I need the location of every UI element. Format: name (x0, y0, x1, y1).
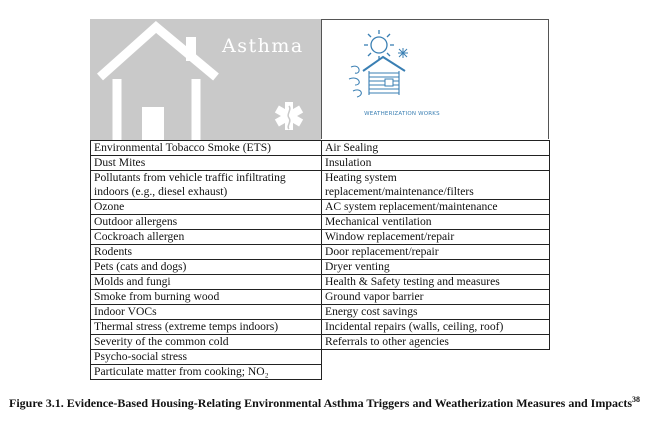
table-cell: Insulation (322, 156, 550, 171)
table-row (322, 305, 550, 320)
weatherization-logo-icon (347, 23, 417, 108)
table-cell: Environmental Tobacco Smoke (ETS) (91, 141, 322, 156)
table-row (322, 171, 550, 186)
table-row (322, 335, 550, 350)
asthma-title: Asthma (222, 35, 304, 57)
figure-caption (0, 396, 649, 411)
table-row (322, 320, 550, 335)
table-row (91, 171, 322, 186)
table-row (322, 215, 550, 230)
table-cell: Ozone (91, 200, 322, 215)
table-row (322, 141, 550, 156)
table-cell: Pollutants from vehicle traffic infiltrating (91, 171, 322, 186)
table-cell: Smoke from burning wood (91, 290, 322, 305)
table-cell: Thermal stress (extreme temps indoors) (91, 320, 322, 335)
table-row (322, 230, 550, 245)
table-cell: Window replacement/repair (322, 230, 550, 245)
table-row (91, 350, 322, 365)
table-cell: Indoor VOCs (91, 305, 322, 320)
asthma-header (90, 19, 321, 140)
table-row (91, 185, 322, 200)
table-cell: Psycho-social stress (91, 350, 322, 365)
weatherization-measures-table (321, 140, 550, 350)
table-row (322, 260, 550, 275)
table-row (91, 141, 322, 156)
weatherization-works-label: WEATHERIZATION WORKS (364, 111, 440, 117)
table-cell: Incidental repairs (walls, ceiling, roof) (322, 320, 550, 335)
table-row (91, 290, 322, 305)
table-cell: Air Sealing (322, 141, 550, 156)
table-row (91, 320, 322, 335)
table-row (91, 305, 322, 320)
table-row (91, 200, 322, 215)
table-row (91, 156, 322, 171)
caption-reference: 38 (632, 395, 641, 404)
table-row (322, 185, 550, 200)
caption-text: Figure 3.1. Evidence-Based Housing-Relating Environmental Asthma Triggers and Weatherization Measures and Impacts (8, 396, 633, 410)
table-row (91, 365, 322, 380)
table-cell: Molds and fungi (91, 275, 322, 290)
table-row (91, 335, 322, 350)
table-cell: Health & Safety testing and measures (322, 275, 550, 290)
table-cell: Ground vapor barrier (322, 290, 550, 305)
asthma-triggers-table (90, 140, 322, 380)
table-cell: AC system replacement/maintenance (322, 200, 550, 215)
table-cell: Pets (cats and dogs) (91, 260, 322, 275)
table-row (322, 275, 550, 290)
table-row (91, 215, 322, 230)
weatherization-header (321, 19, 549, 139)
table-row (91, 260, 322, 275)
table-cell: Mechanical ventilation (322, 215, 550, 230)
table-row (91, 230, 322, 245)
table-cell: Cockroach allergen (91, 230, 322, 245)
table-cell: replacement/maintenance/filters (322, 185, 550, 200)
table-row (91, 245, 322, 260)
table-cell: indoors (e.g., diesel exhaust) (91, 185, 322, 200)
table-cell: Severity of the common cold (91, 335, 322, 350)
table-row (91, 275, 322, 290)
table-cell: Door replacement/repair (322, 245, 550, 260)
table-cell: Outdoor allergens (91, 215, 322, 230)
table-cell: Energy cost savings (322, 305, 550, 320)
table-cell: Dryer venting (322, 260, 550, 275)
table-row (322, 290, 550, 305)
table-row (322, 156, 550, 171)
table-cell: Heating system (322, 171, 550, 186)
table-row (322, 200, 550, 215)
table-cell: Rodents (91, 245, 322, 260)
table-cell: Dust Mites (91, 156, 322, 171)
table-cell: Referrals to other agencies (322, 335, 550, 350)
table-cell: Particulate matter from cooking; NO₂ (91, 365, 322, 380)
table-row (322, 245, 550, 260)
medical-star-icon (275, 102, 303, 130)
